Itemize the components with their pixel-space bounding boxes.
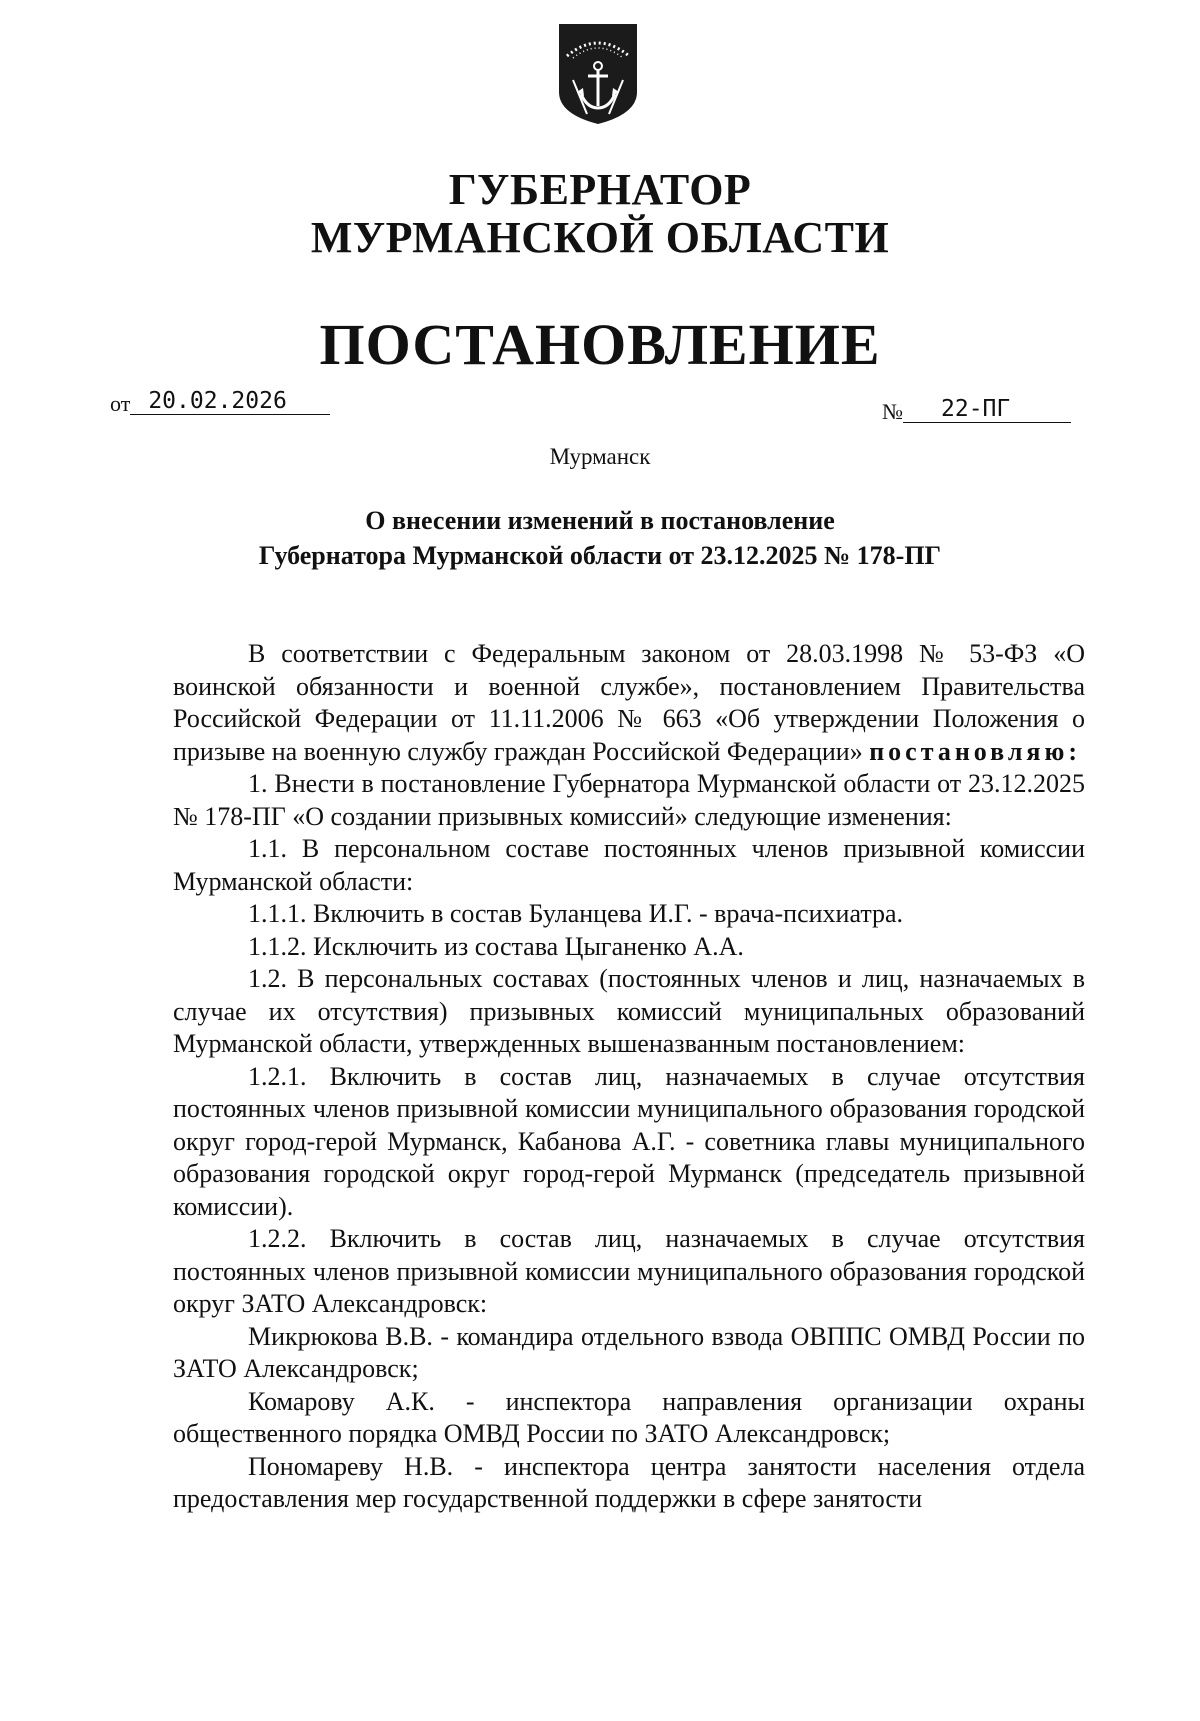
preamble-paragraph	[173, 638, 1085, 768]
clause-1-2-1: 1.2.1. Включить в состав лиц, назначаемых в случае отсутствия постоянных членов призывной комиссии муниципального образования городской округ город-герой Мурманск, Кабанова А.Г. - советника главы муниципального образования городской округ город-герой Мурманск (председатель призывной комиссии).	[173, 1061, 1085, 1221]
subject-line2: Губернатора Мурманской области от 23.12.2025 № 178-ПГ	[258, 541, 942, 570]
document-subject	[0, 503, 1200, 573]
clause-1-1: 1.1. В персональном составе постоянных членов призывной комиссии Мурманской области:	[173, 834, 1085, 896]
decree-word: постановляю:	[869, 736, 1082, 766]
date-field: 20.02.2026	[130, 388, 330, 415]
member-ponomareva: Пономареву Н.В. - инспектора центра занятости населения отдела предоставления мер государственной поддержки в сфере занятости	[173, 1451, 1085, 1513]
number-line	[882, 396, 1071, 427]
coat-of-arms-icon	[557, 22, 639, 126]
member-komarova: Комарову А.К. - инспектора направления организации охраны общественного порядка ОМВД России по ЗАТО Александровск;	[173, 1386, 1085, 1448]
member-mikryukova: Микрюкова В.В. - командира отдельного взвода ОВППС ОМВД России по ЗАТО Александровск;	[173, 1321, 1085, 1383]
subject-line1: О внесении изменений в постановление	[365, 506, 835, 535]
document-body	[173, 638, 1085, 1516]
clause-1-1-2: 1.1.2. Исключить из состава Цыганенко А.А.	[248, 931, 744, 961]
authority-title-line1: ГУБЕРНАТОР	[448, 165, 752, 214]
authority-title-line2: МУРМАНСКОЙ ОБЛАСТИ	[310, 213, 890, 262]
clause-1: 1. Внести в постановление Губернатора Мурманской области от 23.12.2025 № 178-ПГ «О создании призывных комиссий» следующие изменения:	[173, 769, 1085, 831]
city-name: Мурманск	[549, 444, 651, 469]
number-prefix: №	[882, 399, 903, 424]
document-type-heading: ПОСТАНОВЛЕНИЕ	[319, 312, 881, 377]
clause-1-2-2: 1.2.2. Включить в состав лиц, назначаемых в случае отсутствия постоянных членов призывной комиссии муниципального образования городской округ ЗАТО Александровск:	[173, 1224, 1085, 1318]
clause-1-2: 1.2. В персональных составах (постоянных членов и лиц, назначаемых в случае их отсутствия) призывных комиссий муниципальных образований Мурманской области, утвержденных вышеназванным постановлением:	[173, 964, 1085, 1058]
number-field: 22-ПГ	[903, 396, 1071, 423]
clause-1-1-1: 1.1.1. Включить в состав Буланцева И.Г. - врача-психиатра.	[248, 899, 904, 928]
preamble-text: В соответствии с Федеральным законом от 28.03.1998 № 53-ФЗ «О воинской обязанности и военной службе», постановлением Правительства Российской Федерации от 11.11.2006 № 663 «Об утверждении Положения о призыве на военную службу граждан Российской Федерации»	[173, 639, 1085, 766]
date-line	[110, 388, 330, 419]
date-prefix: от	[110, 391, 131, 416]
